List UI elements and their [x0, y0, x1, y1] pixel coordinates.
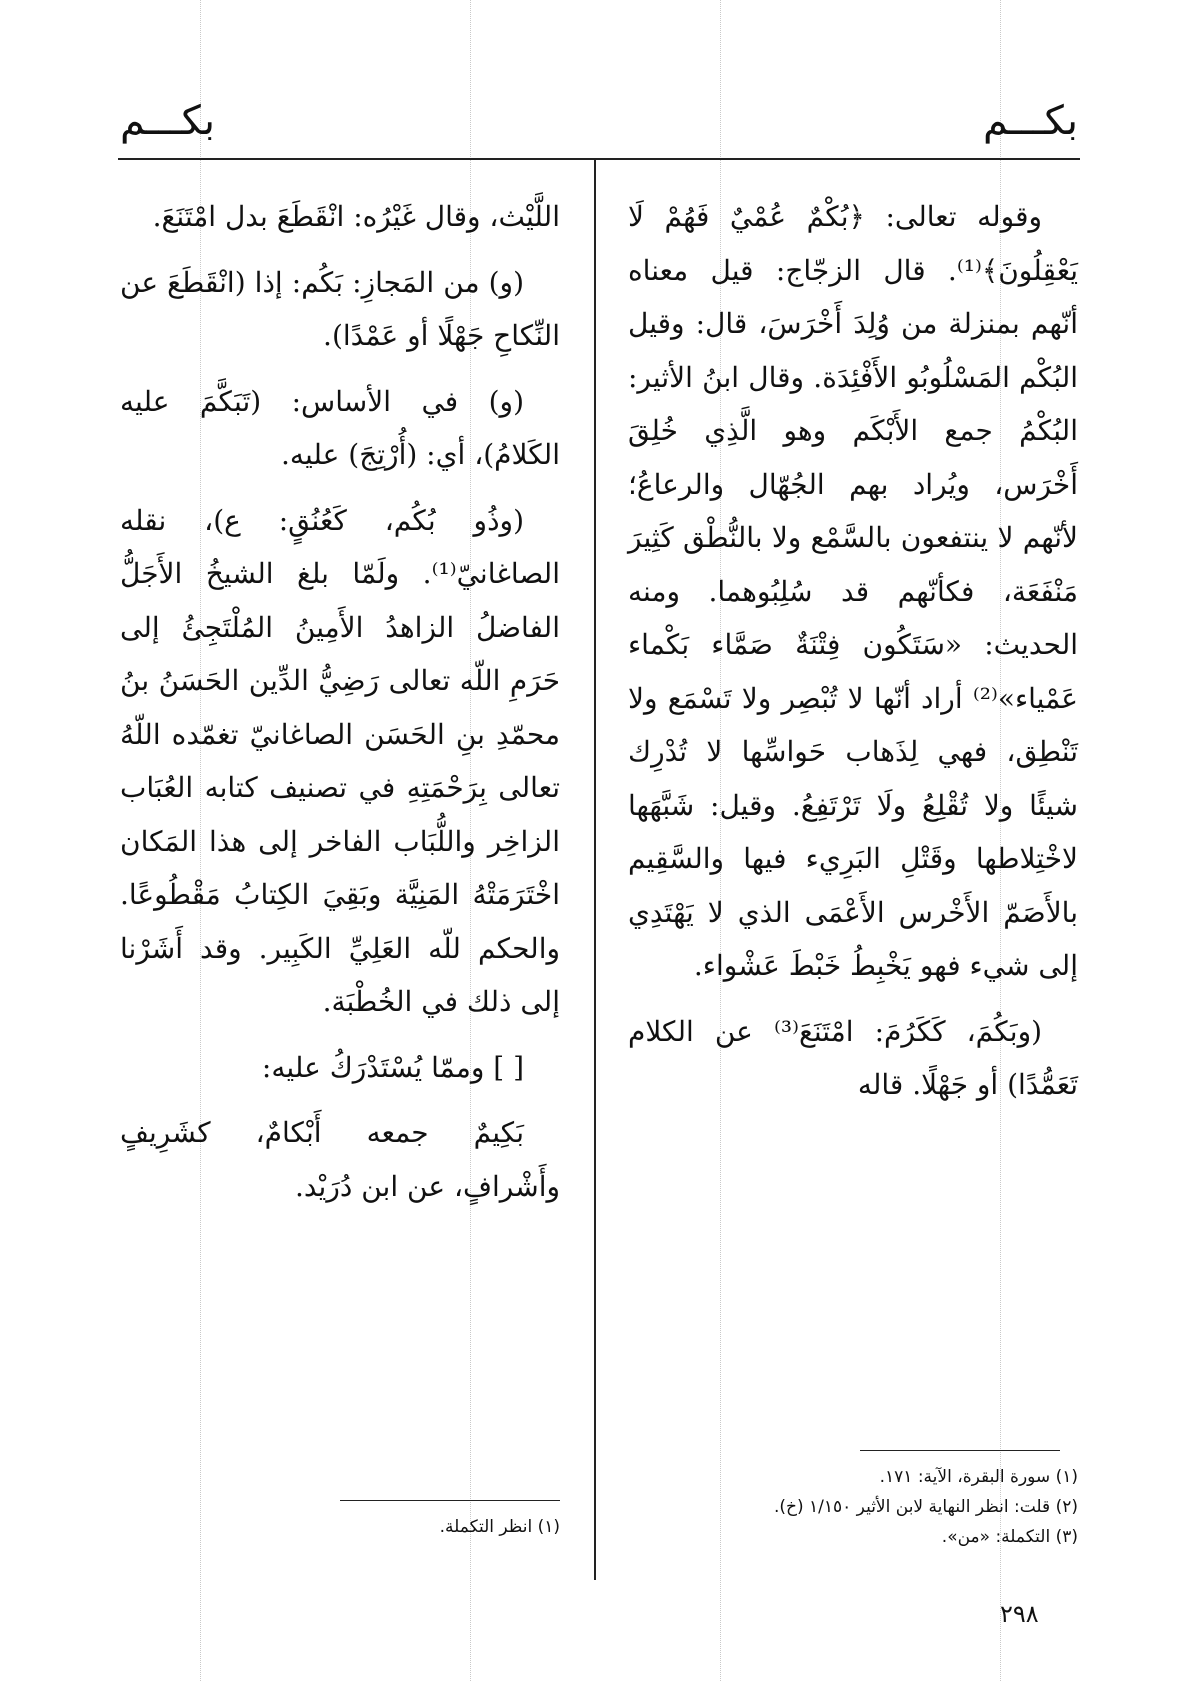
left-text-column — [120, 190, 560, 1225]
paragraph: [ ] وممّا يُسْتَدْرَكُ عليه: — [261, 1050, 524, 1084]
paragraph: (وبَكُمَ، كَكَرُمَ: امْتَنَعَ⁽³⁾ عن الكلام تَعَمُّدًا) أو جَهْلًا. قاله — [628, 1014, 1078, 1101]
footnote: (١) انظر التكملة. — [439, 1517, 560, 1537]
paragraph: وقوله تعالى: ﴿بُكْمٌ عُمْيٌ فَهُمْ لَا يَعْقِلُونَ﴾⁽¹⁾. قال الزجّاج: قيل معناه أنّهم بمنزلة من وُلِدَ أَخْرَسَ، قال: وقيل البُكْم المَسْلُوبُو الأَفْئِدَة. وقال ابنُ الأثير: البُكْمُ جمع الأَبْكَم وهو الَّذِي خُلِقَ أَخْرَس، ويُراد بهم الجُهّال والرعاعُ؛ لأنّهم لا ينتفعون بالسَّمْع ولا بالنُّطْق كَثِيرَ مَنْفَعَة، فكأنّهم قد سُلِبُوهما. ومنه الحديث: «سَتَكُون فِتْنَةٌ صَمَّاء بَكْماء عَمْياء»⁽²⁾ أراد أنّها لا تُبْصِر ولا تَسْمَع ولا تَنْطِق، فهي لِذَهاب حَواسِّها لا تُدْرِك شيئًا ولا تُقْلِعُ ولَا تَرْتَفِعُ. وقيل: شَبَّهَها لاخْتِلاطها وقَتْلِ البَرِيء فيها والسَّقِيم بالأَصَمّ الأَخْرس الأَعْمَى الذي لا يَهْتَدِي إلى شيء فهو يَخْبِطُ خَبْطَ عَشْواء. — [628, 200, 1078, 982]
paragraph: بَكِيمٌ جمعه أَبْكامٌ، كشَرِيفٍ وأَشْرافٍ، عن ابن دُرَيْد. — [120, 1116, 560, 1203]
column-divider — [594, 160, 596, 1580]
footnote-rule — [340, 1500, 560, 1501]
footnote-rule — [860, 1450, 1060, 1451]
page-number: ٢٩٨ — [1000, 1600, 1039, 1628]
footnotes-left — [300, 1512, 560, 1542]
running-header-right: بكـــم — [983, 98, 1078, 144]
right-text-column — [628, 190, 1078, 1124]
paragraph: (و) في الأساس: (تَبَكَّمَ عليه الكَلامُ)، أي: (أُرْتِجَ) عليه. — [120, 384, 560, 471]
footnote: (١) سورة البقرة، الآية: ١٧١. — [879, 1467, 1078, 1487]
footnote: (٢) قلت: انظر النهاية لابن الأثير ١/١٥٠ (خ). — [773, 1497, 1078, 1517]
paragraph: (وذُو بُكُم، كَعُنُقٍ: ع)، نقله الصاغانيّ⁽¹⁾. ولَمّا بلغ الشيخُ الأَجَلُّ الفاضلُ الزاهدُ الأَمِينُ المُلْتَجِئُ إلى حَرَمِ اللّه تعالى رَضِيُّ الدِّين الحَسَنُ بنُ محمّدِ بنِ الحَسَن الصاغانيّ تغمّده اللّهُ تعالى بِرَحْمَتِهِ في تصنيف كتابه العُبَاب الزاخِر واللُّبَاب الفاخر إلى هذا المَكان اخْتَرَمَتْهُ المَنِيَّة وبَقِيَ الكِتابُ مَقْطُوعًا. والحكم للّه العَلِيِّ الكَبِير. وقد أَشَرْنا إلى ذلك في الخُطْبَة. — [120, 503, 560, 1018]
footnotes-right — [618, 1462, 1078, 1552]
paragraph: (و) من المَجازِ: بَكُم: إذا (انْقَطَعَ عن النِّكاحِ جَهْلًا أو عَمْدًا). — [120, 265, 560, 352]
paragraph: اللَّيْث، وقال غَيْرُه: انْقَطَعَ بدل امْتَنَعَ. — [152, 200, 560, 233]
footnote: (٣) التكملة: «من». — [941, 1527, 1078, 1547]
header-rule — [118, 158, 1080, 160]
running-header-left: بكـــم — [120, 98, 215, 144]
